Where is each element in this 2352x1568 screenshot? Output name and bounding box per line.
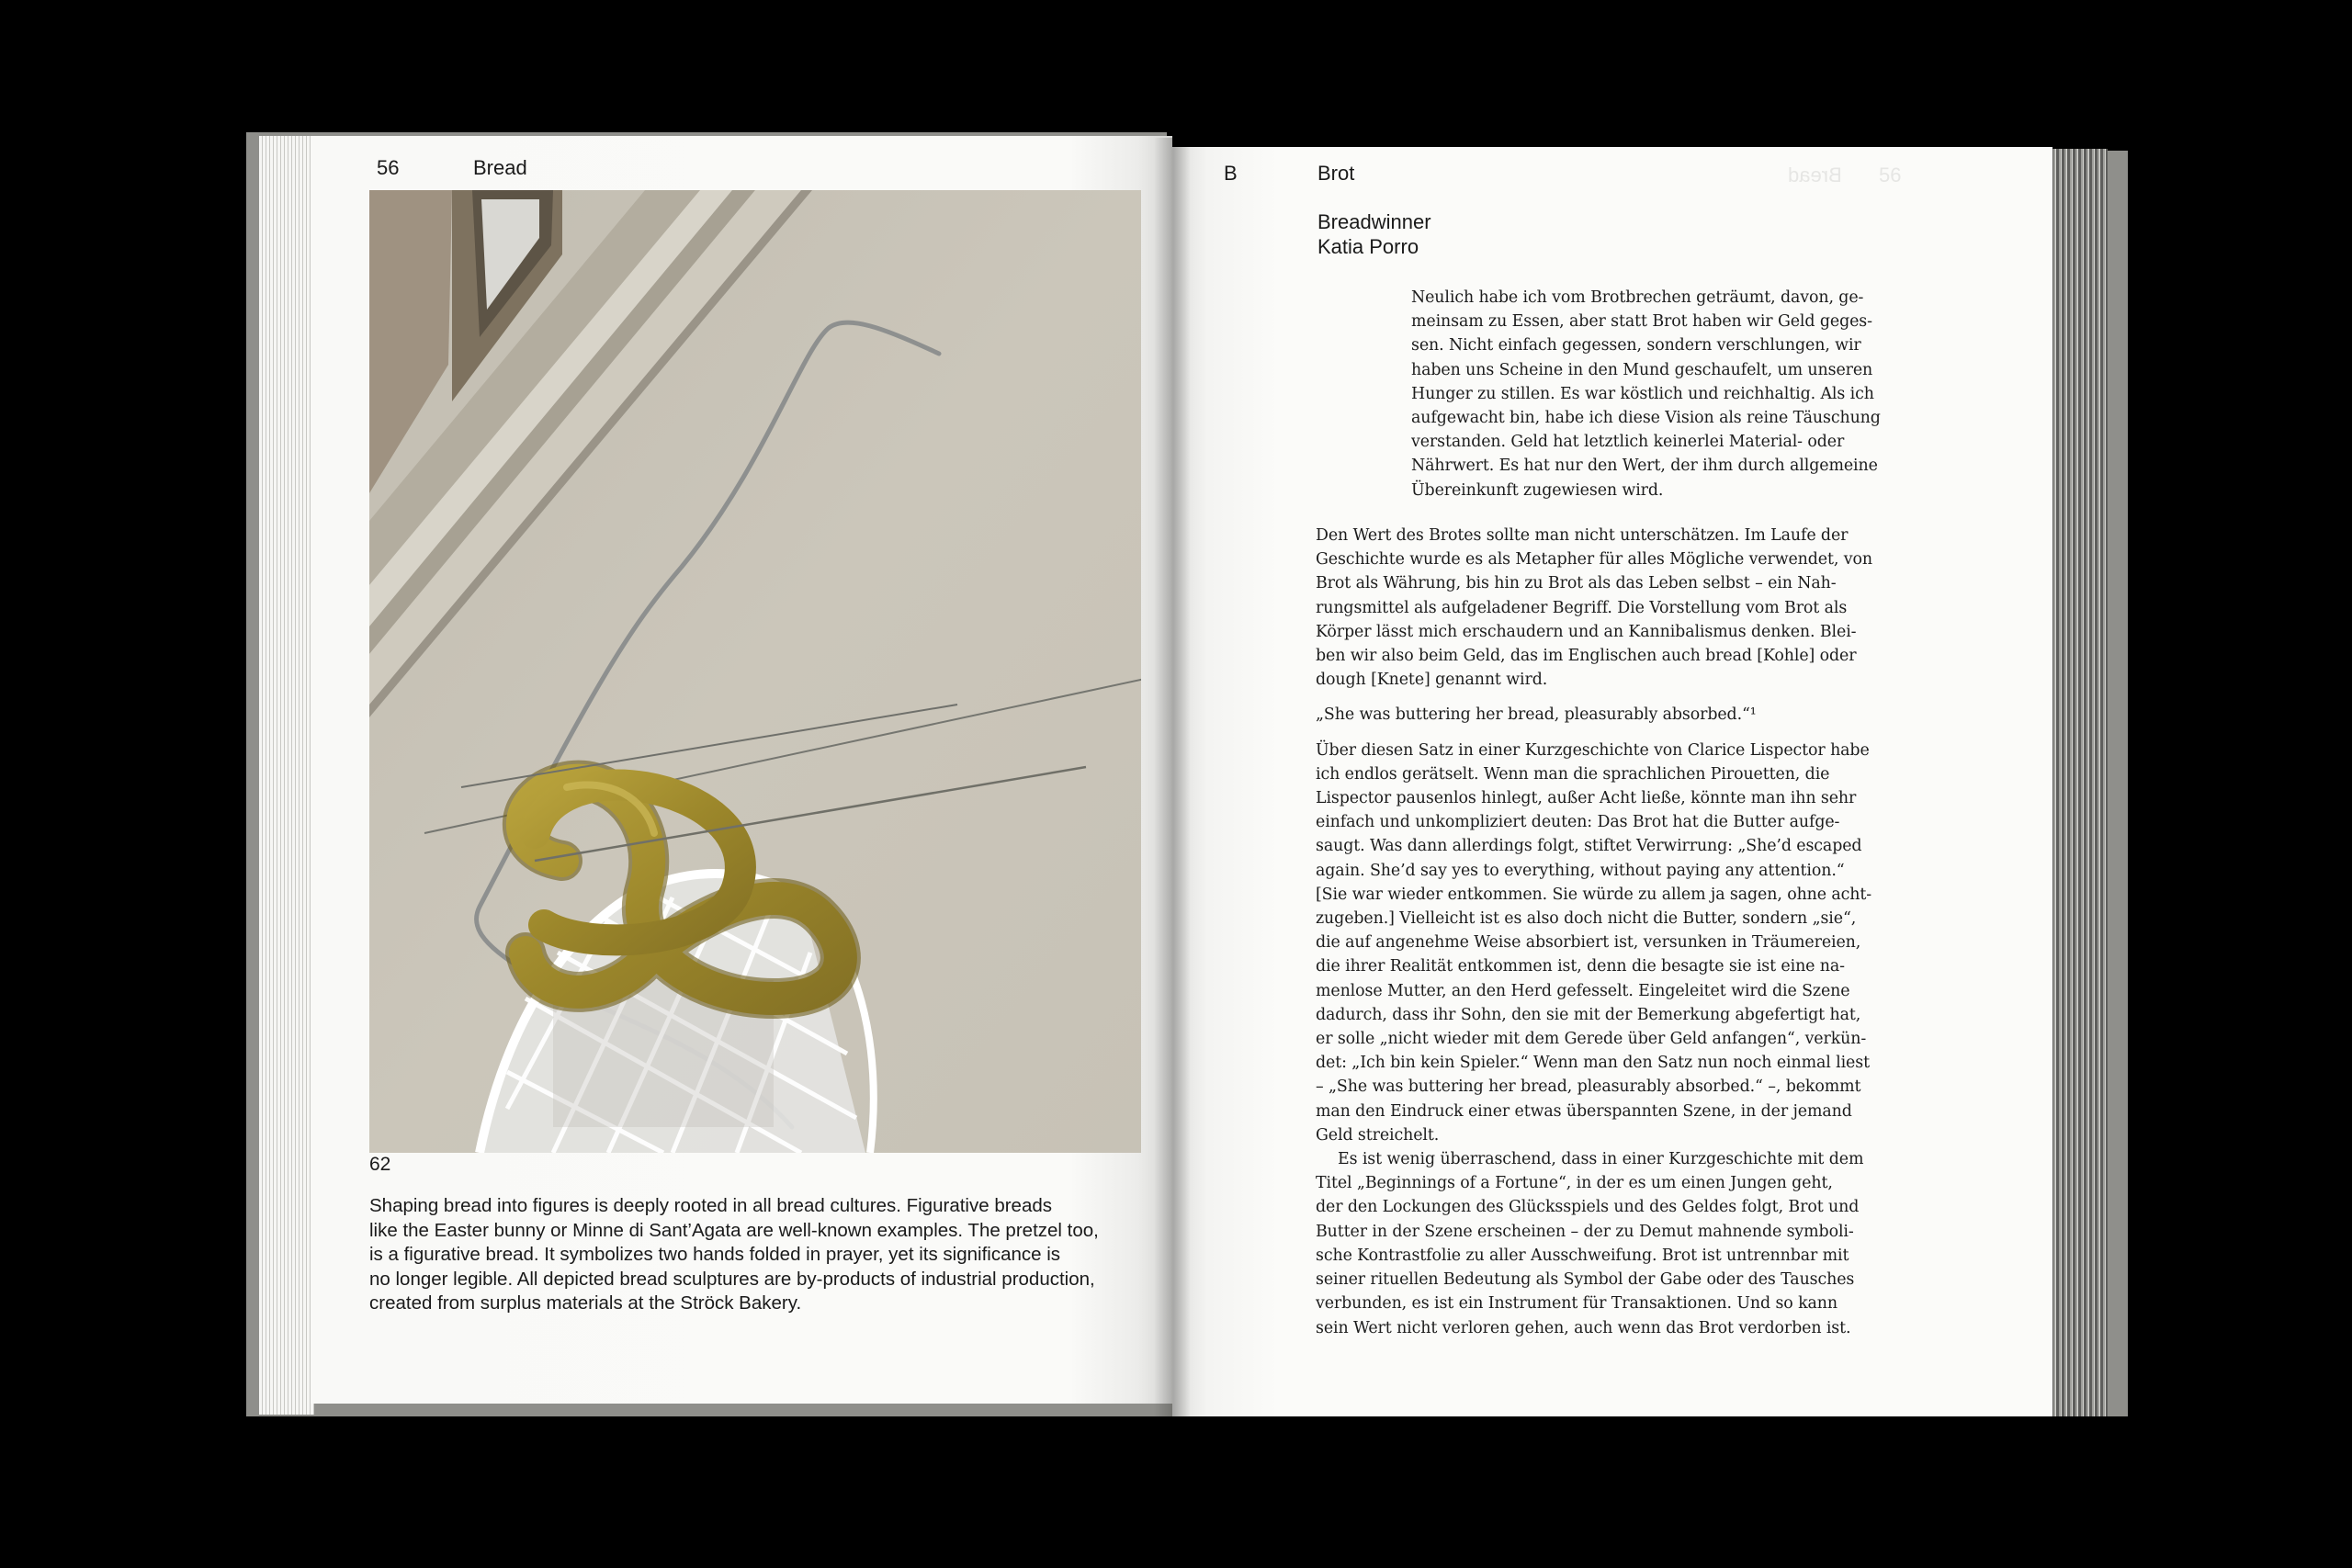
body-line: verbunden, es ist ein Instrument für Transaktionen. Und so kann xyxy=(1316,1294,1838,1314)
body-line: Lispector pausenlos hinlegt, außer Acht ließe, könnte man ihn sehr xyxy=(1316,789,1857,808)
body-line: der den Lockungen des Glücksspiels und des Geldes folgt, Brot und xyxy=(1316,1198,1860,1217)
intro-line: aufgewacht bin, habe ich diese Vision als reine Täuschung xyxy=(1411,409,1881,428)
body-line: einfach und unkompliziert deuten: Das Brot hat die Butter aufge- xyxy=(1316,813,1840,832)
body-line: die auf angenehme Weise absorbiert ist, versunken in Träumereien, xyxy=(1316,933,1861,953)
article-author: Katia Porro xyxy=(1317,235,1419,258)
paragraph-4 xyxy=(1316,1147,1893,1340)
body-line: er solle „nicht wieder mit dem Gerede über Geld anfangen“, verkün- xyxy=(1316,1030,1867,1049)
article-body xyxy=(1316,524,1893,1340)
book-gutter xyxy=(1154,138,1191,1416)
article-title: Breadwinner xyxy=(1317,210,1431,233)
figure-number: 62 xyxy=(369,1154,391,1175)
intro-paragraph xyxy=(1411,286,1893,502)
right-page-letter: B xyxy=(1224,162,1238,185)
body-line: menlose Mutter, an den Herd gefesselt. Eingeleitet wird die Szene xyxy=(1316,981,1850,1000)
intro-line: haben uns Scheine in den Mund geschaufelt, um unseren xyxy=(1411,360,1873,379)
intro-line: meinsam zu Essen, aber statt Brot haben wir Geld geges- xyxy=(1411,312,1872,332)
body-line: man den Eindruck einer etwas überspannten Szene, in der jemand xyxy=(1316,1101,1852,1121)
body-line: Titel „Beginnings of a Fortune“, in der es um einen Jungen geht, xyxy=(1316,1174,1833,1193)
body-line: zugeben.] Vielleicht ist es also doch nicht die Butter, sondern „sie“, xyxy=(1316,909,1857,929)
body-line: Den Wert des Brotes sollte man nicht unterschätzen. Im Laufe der xyxy=(1316,526,1849,545)
body-line: rungsmittel als aufgeladener Begriff. Die Vorstellung vom Brot als xyxy=(1316,598,1848,617)
caption-line: like the Easter bunny or Minne di Sant’Agata are well-known examples. The pretzel too, xyxy=(369,1219,1099,1241)
caption-line: created from surplus materials at the Ströck Bakery. xyxy=(369,1292,802,1314)
paragraph-2 xyxy=(1316,524,1893,692)
left-page-number: 56 xyxy=(377,156,400,179)
body-line: Geld streichelt. xyxy=(1316,1125,1440,1145)
body-line: – „She was buttering her bread, pleasurably absorbed.“ –, bekommt xyxy=(1316,1077,1861,1097)
body-line: Über diesen Satz in einer Kurzgeschichte von Clarice Lispector habe xyxy=(1316,740,1870,760)
paragraph-3 xyxy=(1316,739,1893,1147)
pull-quote: „She was buttering her bread, pleasurably absorbed.“¹ xyxy=(1316,705,1757,725)
body-line: die ihrer Realität entkommen ist, denn die besagte sie ist eine na- xyxy=(1316,957,1845,976)
show-through-section: Bread xyxy=(1788,164,1842,186)
caption-line: is a figurative bread. It symbolizes two hands folded in prayer, yet its significance is xyxy=(369,1244,1061,1265)
intro-line: Hunger zu stillen. Es war köstlich und reichhaltig. Als ich xyxy=(1411,384,1874,403)
intro-line: sen. Nicht einfach gegessen, sondern verschlungen, wir xyxy=(1411,336,1861,355)
body-line: again. She’d say yes to everything, without paying any attention.“ xyxy=(1316,861,1845,880)
body-line: Butter in der Szene erscheinen – der zu Demut mahnende symboli- xyxy=(1316,1222,1854,1241)
caption-line: no longer legible. All depicted bread sculptures are by-products of industrial production, xyxy=(369,1268,1095,1290)
intro-line: Nährwert. Es hat nur den Wert, der ihm durch allgemeine xyxy=(1411,457,1878,476)
photo-caption xyxy=(369,1194,1147,1316)
body-line: sche Kontrastfolie zu aller Ausschweifung. Brot ist untrennbar mit xyxy=(1316,1246,1849,1265)
intro-line: verstanden. Geld hat letztlich keinerlei Material- oder xyxy=(1411,433,1845,452)
show-through-page-number: 56 xyxy=(1879,164,1902,186)
page-edges-right xyxy=(2045,149,2108,1416)
page-edges-left xyxy=(259,136,314,1415)
body-line: dadurch, dass ihr Sohn, den sie mit der Bemerkung abgefertigt hat, xyxy=(1316,1005,1861,1024)
pretzel-photo xyxy=(369,190,1141,1153)
article-heading xyxy=(1317,209,1431,259)
body-line: ben wir also beim Geld, das im Englischen auch bread [Kohle] oder xyxy=(1316,647,1857,666)
intro-line: Neulich habe ich vom Brotbrechen geträumt, davon, ge- xyxy=(1411,288,1864,307)
body-line: saugt. Was dann allerdings folgt, stiftet Verwirrung: „She’d escaped xyxy=(1316,837,1862,856)
body-line: seiner rituellen Bedeutung als Symbol der Gabe oder des Tausches xyxy=(1316,1270,1855,1290)
body-line: Brot als Währung, bis hin zu Brot als das Leben selbst – ein Nah- xyxy=(1316,574,1837,593)
body-line: Körper lässt mich erschaudern und an Kannibalismus denken. Blei- xyxy=(1316,622,1857,641)
body-line: Es ist wenig überraschend, dass in einer Kurzgeschichte mit dem xyxy=(1338,1150,1864,1169)
left-section-title: Bread xyxy=(473,156,527,179)
body-line: det: „Ich bin kein Spieler.“ Wenn man den Satz nun noch einmal liest xyxy=(1316,1054,1870,1073)
body-line: sein Wert nicht verloren gehen, auch wenn das Brot verdorben ist. xyxy=(1316,1318,1851,1337)
body-line: [Sie war wieder entkommen. Sie würde zu allem ja sagen, ohne acht- xyxy=(1316,885,1872,904)
right-section-title: Brot xyxy=(1317,162,1355,185)
caption-line: Shaping bread into figures is deeply rooted in all bread cultures. Figurative breads xyxy=(369,1195,1052,1216)
body-line: dough [Knete] genannt wird. xyxy=(1316,671,1548,690)
body-line: Geschichte wurde es als Metapher für alles Mögliche verwendet, von xyxy=(1316,550,1872,570)
body-line: ich endlos gerätselt. Wenn man die sprachlichen Pirouetten, die xyxy=(1316,764,1830,784)
intro-line: Übereinkunft zugewiesen wird. xyxy=(1411,480,1664,500)
